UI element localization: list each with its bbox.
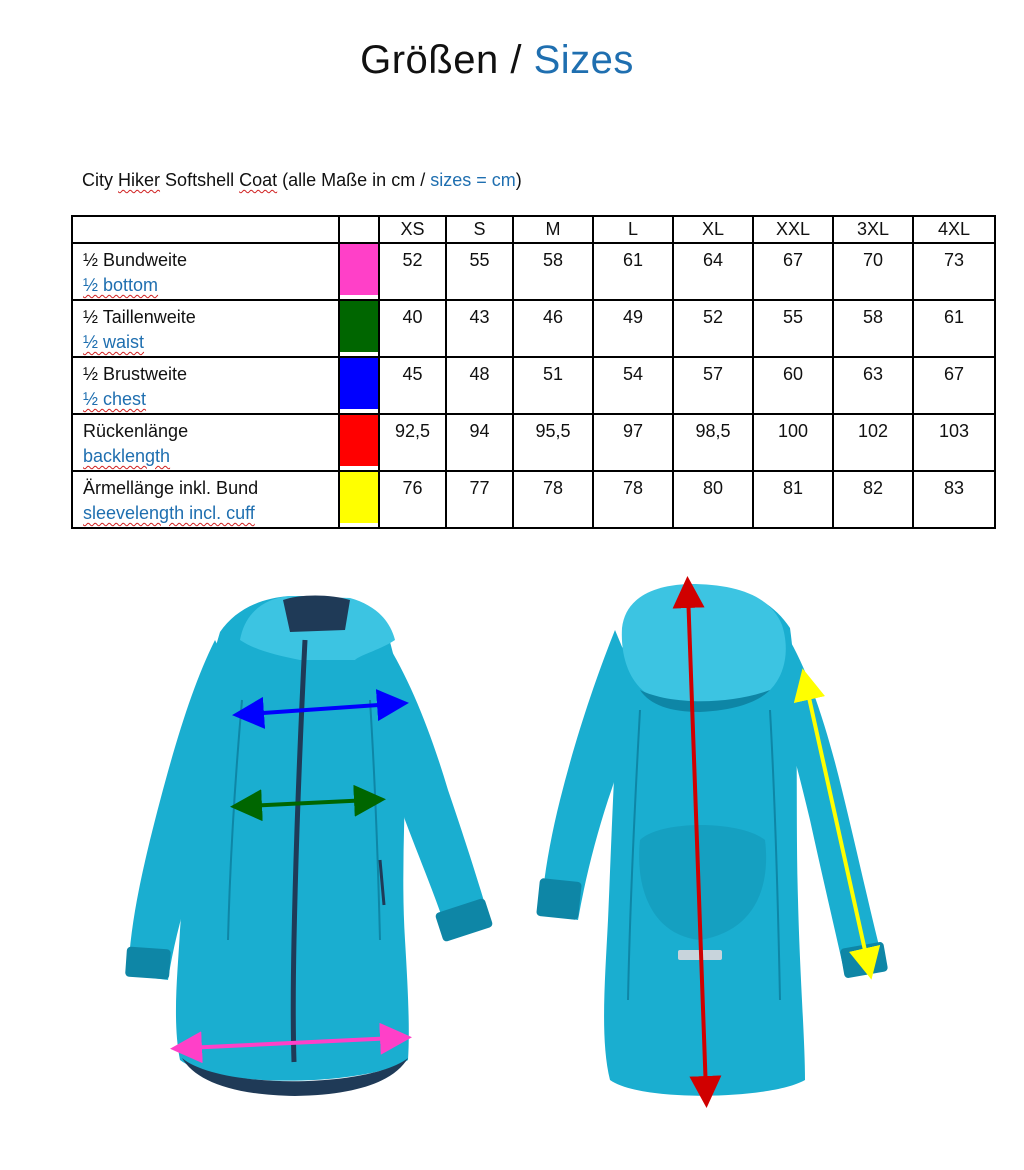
size-value-cell: 49	[593, 300, 673, 357]
product-name-word: Hiker	[118, 170, 161, 190]
size-value-cell: 52	[673, 300, 753, 357]
measurement-label	[72, 471, 339, 528]
size-value-cell: 77	[446, 471, 513, 528]
size-header-cell: S	[446, 216, 513, 243]
size-value-cell: 57	[673, 357, 753, 414]
title-separator: /	[510, 38, 522, 82]
size-value-cell: 61	[593, 243, 673, 300]
size-value-cell: 48	[446, 357, 513, 414]
measurement-label	[72, 300, 339, 357]
color-swatch-cell	[339, 414, 379, 471]
title-german: Größen	[360, 38, 499, 82]
measurement-label	[72, 414, 339, 471]
header-empty-cell	[72, 216, 339, 243]
size-value-cell: 58	[513, 243, 593, 300]
measurement-label-english: ½ waist	[83, 332, 145, 352]
size-value-cell: 70	[833, 243, 913, 300]
size-value-cell: 78	[513, 471, 593, 528]
size-value-cell: 60	[753, 357, 833, 414]
product-caption	[82, 170, 522, 191]
color-swatch-cell	[339, 471, 379, 528]
size-value-cell: 61	[913, 300, 995, 357]
table-row	[72, 471, 995, 528]
product-name-word: Softshell	[165, 170, 235, 190]
size-header-cell: M	[513, 216, 593, 243]
coat-back-image	[536, 584, 888, 1096]
color-swatch	[340, 472, 378, 523]
measurement-label-english: sleevelength incl. cuff	[83, 503, 255, 523]
size-value-cell: 67	[753, 243, 833, 300]
measurement-label-german: Ärmellänge inkl. Bund	[83, 478, 259, 498]
table-row	[72, 300, 995, 357]
size-header-cell: 4XL	[913, 216, 995, 243]
product-name-word: Coat	[239, 170, 278, 190]
header-swatch-cell	[339, 216, 379, 243]
measurement-label	[72, 357, 339, 414]
size-header-row	[72, 216, 995, 243]
size-header-cell: 3XL	[833, 216, 913, 243]
coat-photos	[0, 560, 1024, 1160]
size-value-cell: 98,5	[673, 414, 753, 471]
size-value-cell: 100	[753, 414, 833, 471]
size-value-cell: 43	[446, 300, 513, 357]
color-swatch	[340, 415, 378, 466]
size-header-cell: XXL	[753, 216, 833, 243]
size-value-cell: 55	[446, 243, 513, 300]
size-value-cell: 78	[593, 471, 673, 528]
size-header-cell: L	[593, 216, 673, 243]
size-value-cell: 92,5	[379, 414, 446, 471]
measurement-label-english: backlength	[83, 446, 171, 466]
size-value-cell: 73	[913, 243, 995, 300]
size-value-cell: 67	[913, 357, 995, 414]
size-value-cell: 94	[446, 414, 513, 471]
table-row	[72, 243, 995, 300]
size-value-cell: 97	[593, 414, 673, 471]
size-value-cell: 46	[513, 300, 593, 357]
title-english: Sizes	[533, 38, 634, 82]
table-row	[72, 357, 995, 414]
size-value-cell: 76	[379, 471, 446, 528]
measurement-label-german: ½ Bundweite	[83, 250, 188, 270]
color-swatch	[340, 244, 378, 295]
color-swatch-cell	[339, 300, 379, 357]
page-title	[0, 38, 994, 83]
size-header-cell: XL	[673, 216, 753, 243]
unit-note-english: sizes = cm	[430, 170, 516, 190]
product-name-word: City	[82, 170, 113, 190]
size-value-cell: 82	[833, 471, 913, 528]
size-value-cell: 54	[593, 357, 673, 414]
color-swatch-cell	[339, 357, 379, 414]
size-value-cell: 40	[379, 300, 446, 357]
measurement-label-german: ½ Taillenweite	[83, 307, 196, 327]
size-value-cell: 102	[833, 414, 913, 471]
measurement-label-german: ½ Brustweite	[83, 364, 188, 384]
size-table	[71, 215, 996, 529]
size-value-cell: 80	[673, 471, 753, 528]
size-value-cell: 45	[379, 357, 446, 414]
size-value-cell: 55	[753, 300, 833, 357]
size-value-cell: 51	[513, 357, 593, 414]
coat-front-image	[125, 596, 493, 1097]
unit-note-german: (alle Maße in cm /	[282, 170, 426, 190]
measurement-label-english: ½ bottom	[83, 275, 159, 295]
unit-note-close: )	[515, 170, 522, 190]
size-value-cell: 52	[379, 243, 446, 300]
size-value-cell: 103	[913, 414, 995, 471]
measurement-label	[72, 243, 339, 300]
color-swatch-cell	[339, 243, 379, 300]
size-value-cell: 81	[753, 471, 833, 528]
color-swatch	[340, 301, 378, 352]
size-value-cell: 63	[833, 357, 913, 414]
color-swatch	[340, 358, 378, 409]
size-value-cell: 58	[833, 300, 913, 357]
size-header-cell: XS	[379, 216, 446, 243]
table-row	[72, 414, 995, 471]
measurement-label-german: Rückenlänge	[83, 421, 189, 441]
size-value-cell: 95,5	[513, 414, 593, 471]
size-value-cell: 64	[673, 243, 753, 300]
measurement-label-english: ½ chest	[83, 389, 147, 409]
size-value-cell: 83	[913, 471, 995, 528]
